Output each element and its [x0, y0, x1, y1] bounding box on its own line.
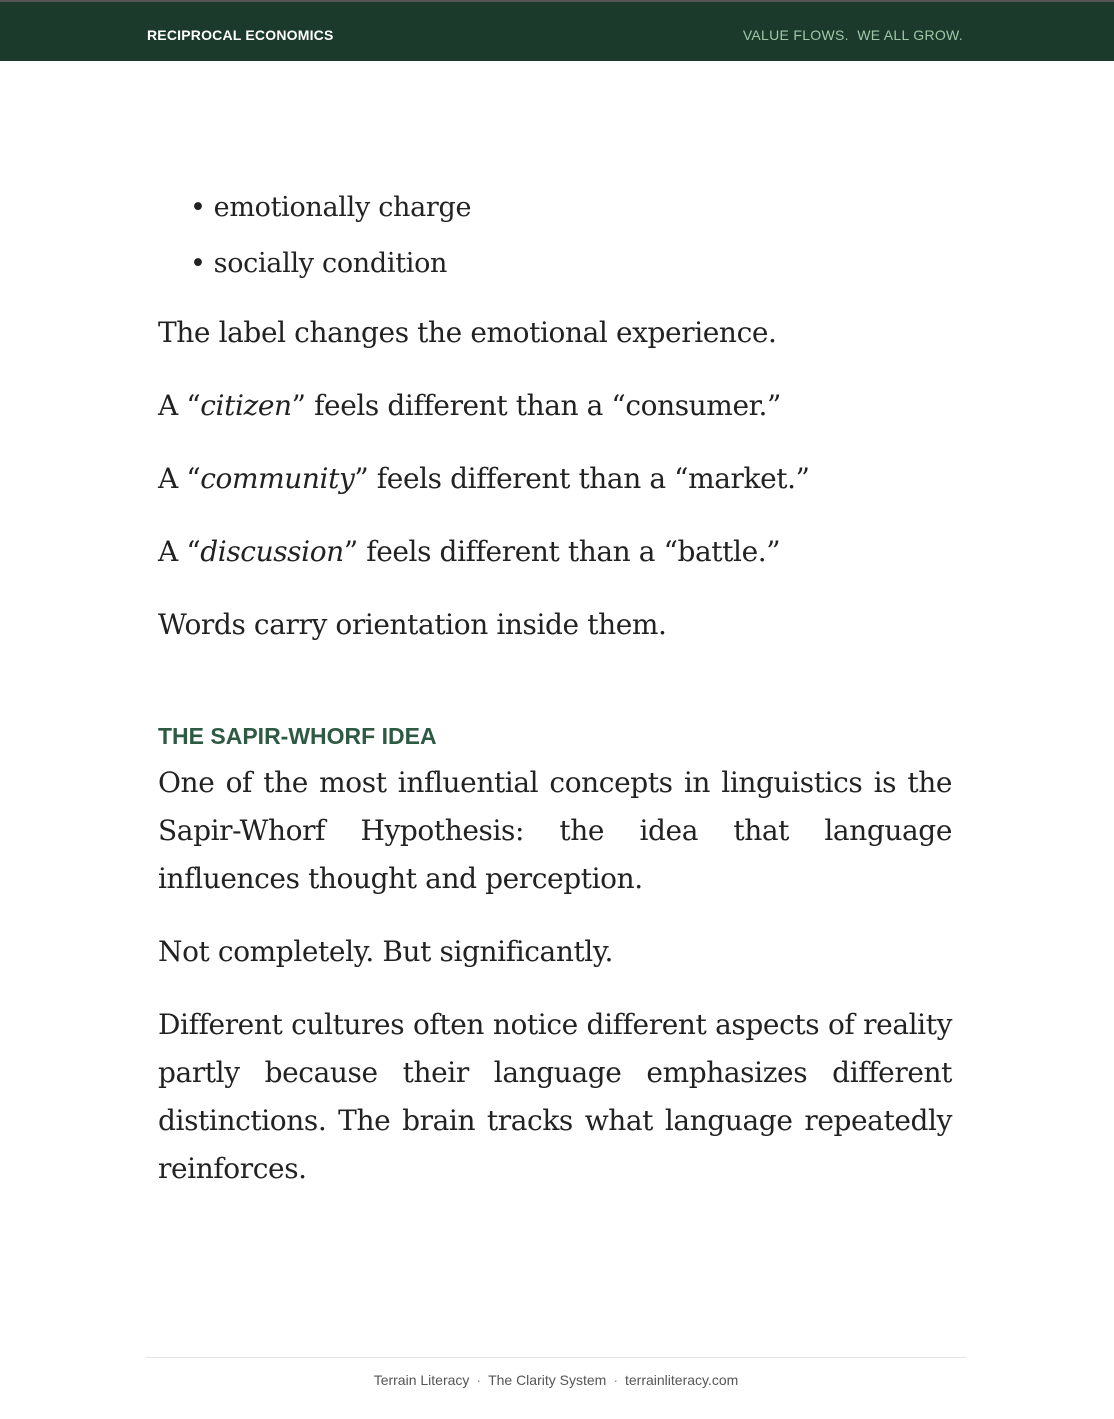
footer-item-terrain-literacy: Terrain Literacy: [373, 1372, 470, 1388]
footer-separator: ·: [613, 1372, 618, 1388]
emphasis-discussion: discussion: [200, 535, 344, 568]
paragraph-sapir-whorf: One of the most influential concepts in linguistics is the Sapir-Whorf Hypothesis: the idea that language influences thought and perception.: [158, 766, 952, 895]
list-item: • socially condition: [190, 236, 952, 292]
site-footer: [146, 1372, 966, 1388]
paragraph-different-cultures: Different cultures often notice different aspects of reality partly because their language emphasizes different distinctions. The brain tracks what language repeatedly reinforces.: [158, 1008, 952, 1185]
section-heading: THE SAPIR-WHORF IDEA: [158, 723, 437, 749]
bullet-list: [158, 180, 952, 292]
text-fragment: ” feels different than a “consumer.”: [291, 389, 781, 422]
paragraph-label-changes: The label changes the emotional experience.: [158, 316, 777, 349]
brand-name: RECIPROCAL ECONOMICS: [147, 27, 334, 43]
footer-separator: ·: [476, 1372, 482, 1388]
emphasis-citizen: citizen: [200, 389, 292, 422]
paragraph-citizen: [158, 382, 952, 430]
text-fragment: ” feels different than a “market.”: [354, 462, 810, 495]
text-fragment: A “: [158, 535, 201, 568]
list-item: • emotionally charge: [190, 180, 952, 236]
article-content: [158, 180, 952, 1193]
site-header: [0, 2, 1114, 61]
text-fragment: ” feels different than a “battle.”: [343, 535, 781, 568]
paragraph-community: [158, 455, 952, 503]
paragraph-words-carry: Words carry orientation inside them.: [158, 608, 667, 641]
text-fragment: A “: [158, 462, 201, 495]
tagline: VALUE FLOWS. WE ALL GROW.: [742, 27, 963, 43]
footer-divider: [146, 1357, 966, 1358]
emphasis-community: community: [200, 462, 355, 495]
paragraph-discussion: [158, 528, 952, 576]
paragraph-not-completely: Not completely. But significantly.: [158, 935, 614, 968]
text-fragment: A “: [158, 389, 201, 422]
footer-item-website: terrainliteracy.com: [624, 1372, 739, 1388]
footer-item-clarity-system: The Clarity System: [488, 1372, 607, 1388]
